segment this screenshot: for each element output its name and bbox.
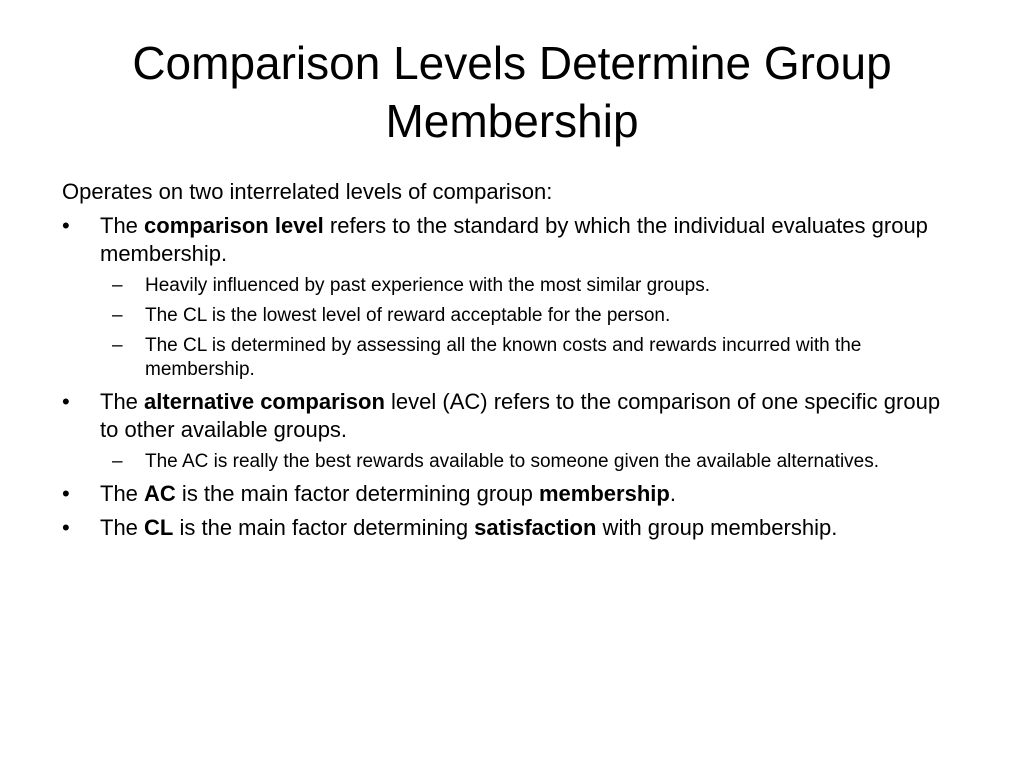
bullet-bold-term: satisfaction bbox=[474, 515, 597, 540]
bullet-text-part: The bbox=[100, 389, 145, 414]
sub-bullet bbox=[62, 334, 962, 382]
bullet-bold-term: CL bbox=[144, 515, 174, 540]
bullet-text-part: level (AC) refers to the comparison of one specific group to other available groups. bbox=[100, 389, 941, 442]
dash-marker: – bbox=[112, 275, 123, 296]
bullet-bold-term: comparison level bbox=[144, 213, 324, 238]
bullet-text-part: with group membership. bbox=[596, 515, 838, 540]
bullet-alternative-comparison bbox=[62, 388, 962, 444]
bullet-comparison-level bbox=[62, 212, 962, 268]
dash-marker: – bbox=[112, 305, 123, 326]
sub-bullet bbox=[62, 304, 962, 328]
sub-bullet-text: The AC is really the best rewards available to someone given the available alternatives. bbox=[145, 451, 880, 472]
slide-body bbox=[62, 178, 962, 548]
bullet-marker: • bbox=[62, 213, 70, 238]
bullet-marker: • bbox=[62, 515, 70, 540]
bullet-bold-term: membership bbox=[539, 481, 670, 506]
intro-text: Operates on two interrelated levels of comparison: bbox=[62, 179, 553, 204]
sub-bullet-text: The CL is determined by assessing all the known costs and rewards incurred with the membership. bbox=[145, 335, 862, 380]
sub-bullet bbox=[62, 450, 962, 474]
bullet-text-part: The bbox=[100, 213, 145, 238]
bullet-text-part: refers to the standard by which the individual evaluates group membership. bbox=[100, 213, 928, 266]
sub-bullet bbox=[62, 274, 962, 298]
bullet-marker: • bbox=[62, 481, 70, 506]
bullet-ac-membership bbox=[62, 480, 962, 508]
sub-bullet-text: Heavily influenced by past experience with the most similar groups. bbox=[145, 275, 710, 296]
bullet-text-part: is the main factor determining group bbox=[175, 481, 539, 506]
dash-marker: – bbox=[112, 451, 123, 472]
sub-bullet-text: The CL is the lowest level of reward acceptable for the person. bbox=[145, 305, 671, 326]
bullet-marker: • bbox=[62, 389, 70, 414]
dash-marker: – bbox=[112, 335, 123, 356]
slide-title: Comparison Levels Determine Group Membership bbox=[132, 37, 892, 147]
bullet-bold-term: AC bbox=[144, 481, 176, 506]
bullet-text-part: The bbox=[100, 515, 145, 540]
bullet-text-part: is the main factor determining bbox=[173, 515, 475, 540]
bullet-cl-satisfaction bbox=[62, 514, 962, 542]
bullet-text-part: . bbox=[669, 481, 676, 506]
bullet-text-part: The bbox=[100, 481, 145, 506]
bullet-bold-term: alternative comparison bbox=[144, 389, 385, 414]
